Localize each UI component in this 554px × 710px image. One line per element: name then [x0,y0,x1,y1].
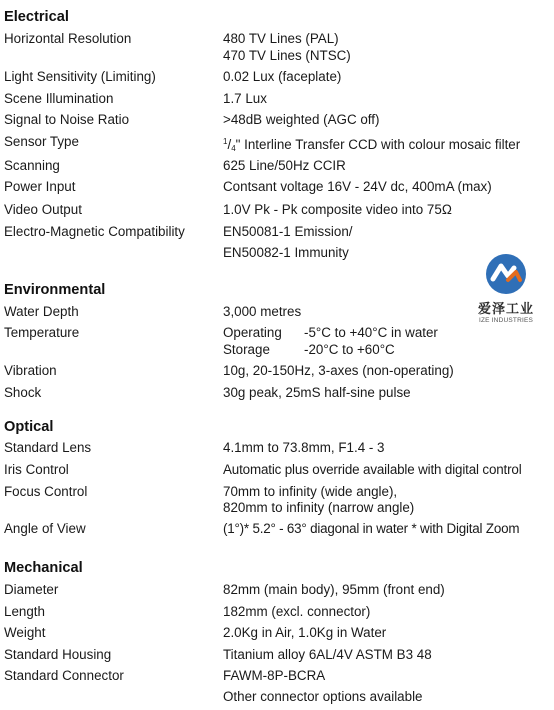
temperature-operating-range: -5°C to +40°C in water [304,325,438,340]
fraction-denominator: 4 [231,144,236,153]
logo-chinese-text: 爱泽工业 [477,302,534,317]
spec-label: Power Input [4,179,76,194]
spec-label: Light Sensitivity (Limiting) [4,69,156,84]
spec-value: 0.02 Lux (faceplate) [223,69,342,84]
spec-value-power [223,179,492,195]
spec-value: " Interline Transfer CCD with colour mosaic filter [235,137,521,152]
spec-value: EN50082-1 Immunity [223,245,349,260]
spec-value: 30g peak, 25mS half-sine pulse [223,385,411,400]
logo-english-text: IZE INDUSTRIES [478,317,534,324]
spec-label: Standard Connector [4,668,124,683]
spec-value: 480 TV Lines (PAL) [223,31,339,46]
spec-value: 3,000 metres [223,304,302,319]
spec-label: Scanning [4,158,60,173]
spec-value: 820mm to infinity (narrow angle) [223,500,415,515]
spec-label: Water Depth [4,304,79,319]
spec-value: 70mm to infinity (wide angle), [223,484,398,499]
spec-value: Contsant voltage 16V - 24V dc, 400mA [223,179,454,194]
temperature-storage-name: Storage [223,342,270,357]
spec-value: 1.0V Pk - Pk composite video into 75Ω [223,202,452,217]
spec-value: EN50081-1 Emission/ [223,224,353,239]
spec-label: Iris Control [4,462,69,477]
spec-label: Signal to Noise Ratio [4,112,130,127]
fraction-numerator: 1 [223,137,228,146]
section-heading-electrical: Electrical [4,9,69,25]
spec-label: Length [4,604,45,619]
spec-label: Scene Illumination [4,91,114,106]
spec-label: Focus Control [4,484,88,499]
spec-value: 82mm (main body), 95mm (front end) [223,582,445,597]
spec-label: Horizontal Resolution [4,31,132,46]
spec-label: Shock [4,385,42,400]
spec-value-sensor: $^1/_4$" Interline Transfer CCD with colour mosaic filter [223,137,521,153]
spec-value: Other connector options available [223,689,423,704]
spec-label: Temperature [4,325,80,340]
spec-label: Electro-Magnetic Compatibility [4,224,185,239]
spec-value: 1.7 Lux [223,91,267,106]
spec-value: Automatic plus override available with digital control [223,462,522,477]
spec-label: Standard Housing [4,647,112,662]
spec-value: >48dB weighted (AGC off) [223,112,380,127]
spec-value: 625 Line/50Hz CCIR [223,158,346,173]
spec-label: Angle of View [4,521,86,536]
spec-label: Diameter [4,582,59,597]
spec-value: Titanium alloy 6AL/4V ASTM B3 48 [223,647,432,662]
spec-value: 10g, 20-150Hz, 3-axes (non-operating) [223,363,454,378]
spec-label: Vibration [4,363,57,378]
spec-label: Weight [4,625,46,640]
temperature-operating-name: Operating [223,325,282,340]
spec-label: Sensor Type [4,134,79,149]
spec-value: 470 TV Lines (NTSC) [223,48,351,63]
ize-logo-icon [484,252,528,296]
spec-value: (1°)* 5.2° - 63° diagonal in water * with Digital Zoom [223,521,520,536]
spec-value: 4.1mm to 73.8mm, F1.4 - 3 [223,440,385,455]
spec-value: 182mm (excl. connector) [223,604,371,619]
spec-value: FAWM-8P-BCRA [223,668,326,683]
section-heading-optical: Optical [4,419,54,435]
company-logo [471,252,541,324]
section-heading-mechanical: Mechanical [4,560,83,576]
section-heading-environmental: Environmental [4,282,106,298]
spec-label: Standard Lens [4,440,92,455]
spec-value: 2.0Kg in Air, 1.0Kg in Water [223,625,387,640]
temperature-storage-range: -20°C to +60°C [304,342,395,357]
spec-label: Video Output [4,202,82,217]
spec-value-note: (max) [457,179,492,194]
